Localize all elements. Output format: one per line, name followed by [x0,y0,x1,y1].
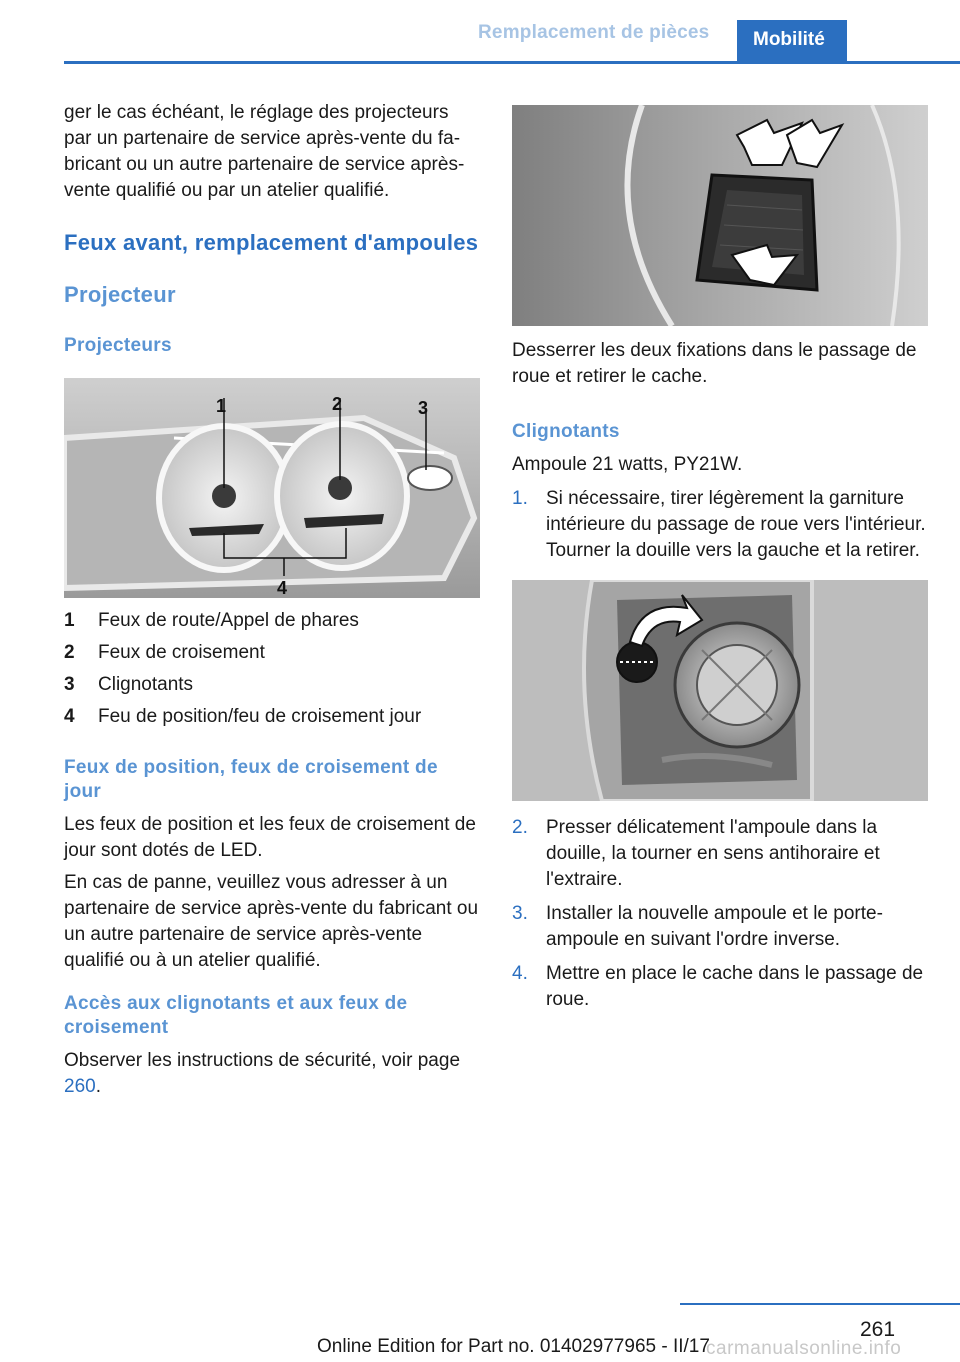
header-chapter-tab: Mobilité [737,20,847,62]
step-text: Installer la nouvelle ampoule et le porte-ampoule en suivant l'ordre inverse. [546,903,883,950]
access-paragraph [64,1048,480,1100]
position-lights-paragraph-2: En cas de panne, veuillez vous adresser à un partenaire de service après-vente du fabricant ou un autre partenaire de service après-vente qualifié ou à un atelier qualifié. [64,872,479,971]
step-number: 1. [512,488,528,509]
bulb-spec: Ampoule 21 watts, PY21W. [512,454,743,475]
page-reference-link[interactable]: 260 [64,1076,96,1097]
legend-number: 4 [64,706,75,727]
section-heading-headlights: Feux avant, remplacement d'ampoules [64,230,479,255]
wheel-arch-cover-illustration [512,105,928,326]
bulb-socket-illustration [512,580,928,801]
step-text: Presser délicatement l'ampoule dans la douille, la tourner en sens antihoraire et l'extraire. [546,817,880,890]
legend-item [64,608,480,640]
step-item [512,901,928,953]
intro-paragraph: ger le cas échéant, le réglage des projecteurs par un partenaire de service après-vente du fabricant ou un autre partenaire de service après-vente qualifié ou par un atelier qualifié. [64,102,465,201]
legend-number: 2 [64,642,75,663]
bulb-socket-figure [512,580,928,801]
figure-legend [64,608,480,736]
watermark: carmanualsonline.info [706,1338,902,1359]
subsection-heading-projecteur: Projecteur [64,282,176,307]
footer-rule [680,1303,960,1305]
cover-removal-caption: Desserrer les deux fixations dans le passage de roue et retirer le cache. [512,340,917,387]
access-text: Observer les instructions de sécurité, voir page [64,1050,461,1071]
right-column [512,105,928,1013]
replacement-steps [512,486,928,564]
headlight-illustration [64,378,480,598]
legend-item [64,704,480,736]
left-column [64,100,480,1100]
legend-item [64,640,480,672]
legend-item [64,672,480,704]
subsection-heading-position-lights: Feux de position, feux de croisement de jour [64,757,438,802]
headlight-figure [64,378,480,598]
legend-text: Feux de route/Appel de phares [98,610,359,631]
legend-text: Clignotants [98,674,194,695]
replacement-steps-continued [512,815,928,1013]
subsection-heading-projecteurs: Projecteurs [64,335,172,356]
callout-3: 3 [418,398,429,418]
header-section-title: Remplacement de pièces [478,22,710,43]
step-number: 4. [512,963,528,984]
header-rule [64,61,960,64]
step-item [512,815,928,893]
legend-text: Feu de position/feu de croisement jour [98,706,422,727]
page-number: 261 [860,1318,896,1341]
position-lights-paragraph-1: Les feux de position et les feux de croisement de jour sont dotés de LED. [64,814,476,861]
step-item [512,961,928,1013]
subsection-heading-access: Accès aux clignotants et aux feux de croisement [64,993,408,1038]
edition-note: Online Edition for Part no. 01402977965 - II/17 [317,1336,710,1357]
subsection-heading-clignotants: Clignotants [512,421,620,442]
legend-number: 1 [64,610,75,631]
callout-1: 1 [216,396,227,416]
access-end: . [95,1076,101,1097]
callout-2: 2 [332,394,343,414]
step-item [512,486,928,564]
legend-number: 3 [64,674,75,695]
wheel-arch-cover-figure [512,105,928,326]
step-number: 3. [512,903,528,924]
step-text: Mettre en place le cache dans le passage de roue. [546,963,924,1010]
page-header [0,0,960,62]
step-text: Si nécessaire, tirer légèrement la garniture intérieure du passage de roue vers l'intérieur. Tourner la douille vers la gauche et la retirer. [546,488,926,561]
step-number: 2. [512,817,528,838]
legend-text: Feux de croisement [98,642,265,663]
callout-4: 4 [277,578,288,598]
